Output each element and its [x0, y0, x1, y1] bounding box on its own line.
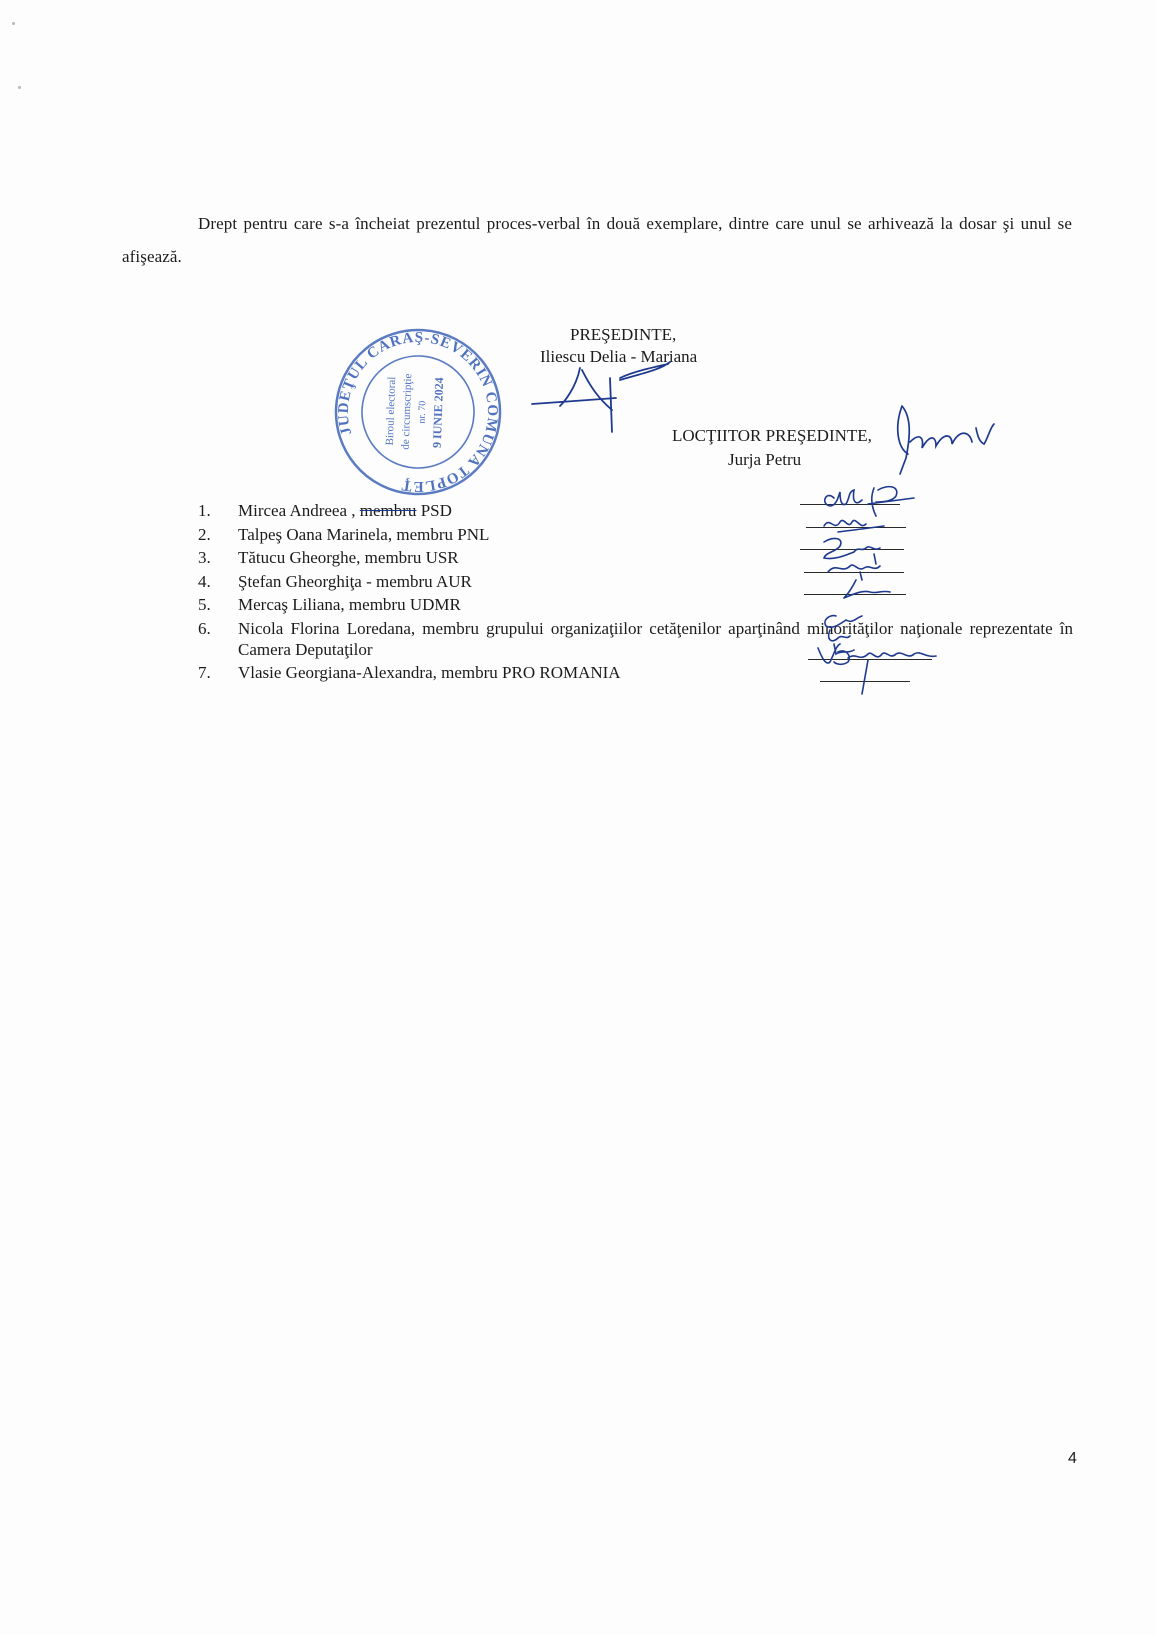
- list-item-number: 5.: [198, 595, 211, 614]
- president-name: Iliescu Delia - Mariana: [540, 347, 698, 366]
- page-number: 4: [1068, 1450, 1077, 1467]
- member-text: Talpeş Oana Marinela, membru PNL: [238, 524, 490, 544]
- list-item-number: 3.: [198, 548, 211, 567]
- member-text: Mercaş Liliana, membru UDMR: [238, 595, 461, 614]
- president-title: PREŞEDINTE,: [570, 325, 677, 344]
- scan-speck: [12, 22, 15, 25]
- list-item: [198, 500, 1078, 521]
- list-item: [198, 547, 1078, 568]
- member-party: PSD: [416, 501, 452, 520]
- list-item-number: 2.: [198, 524, 211, 544]
- member-text: Tătucu Gheorghe, membru USR: [238, 548, 459, 567]
- member-text: Nicola Florina Loredana, membru grupului organizaţiilor cetăţenilor aparţinând minorităţilor naţionale reprezentate în Camera Deputaţilor: [238, 618, 1073, 659]
- member-text: Vlasie Georgiana-Alexandra, membru PRO ROMANIA: [238, 663, 621, 682]
- scan-speck: [18, 86, 21, 89]
- vice-president-name: Jurja Petru: [728, 450, 802, 469]
- list-item: [198, 571, 1078, 592]
- list-item-number: 6.: [198, 618, 211, 638]
- stamp-inner-line: de circumscripţie: [399, 373, 415, 450]
- list-item-number: 4.: [198, 571, 211, 591]
- closing-paragraph: Drept pentru care s-a încheiat prezentul proces-verbal în două exemplare, dintre care unul se arhivează la dosar şi unul se afişează.: [122, 214, 1072, 266]
- list-item-number: 7.: [198, 663, 211, 682]
- president-signature: [520, 348, 690, 438]
- stamp-inner-line: nr. 70: [416, 400, 429, 424]
- member-name: Mircea Andreea ,: [238, 501, 360, 520]
- stamp-inner-line: Biroul electoral: [383, 376, 399, 446]
- stamp-date: 9 IUNIE 2024: [429, 377, 447, 449]
- list-item: [198, 524, 1078, 545]
- vice-president-signature: [880, 398, 1010, 478]
- member-signature: [812, 638, 952, 698]
- member-text: Ştefan Gheorghiţa - membru AUR: [238, 571, 472, 591]
- stamp-outer-text: JUDEŢUL CARAŞ-SEVERIN COMUNA TOPLEŢ: [335, 329, 501, 495]
- member-signature: [826, 576, 906, 604]
- list-item-number: 1.: [198, 501, 211, 520]
- list-item: [198, 594, 1078, 615]
- official-stamp: [332, 326, 504, 498]
- vice-president-title: LOCŢIITOR PREŞEDINTE,: [672, 426, 872, 445]
- struck-word: membru: [359, 501, 417, 520]
